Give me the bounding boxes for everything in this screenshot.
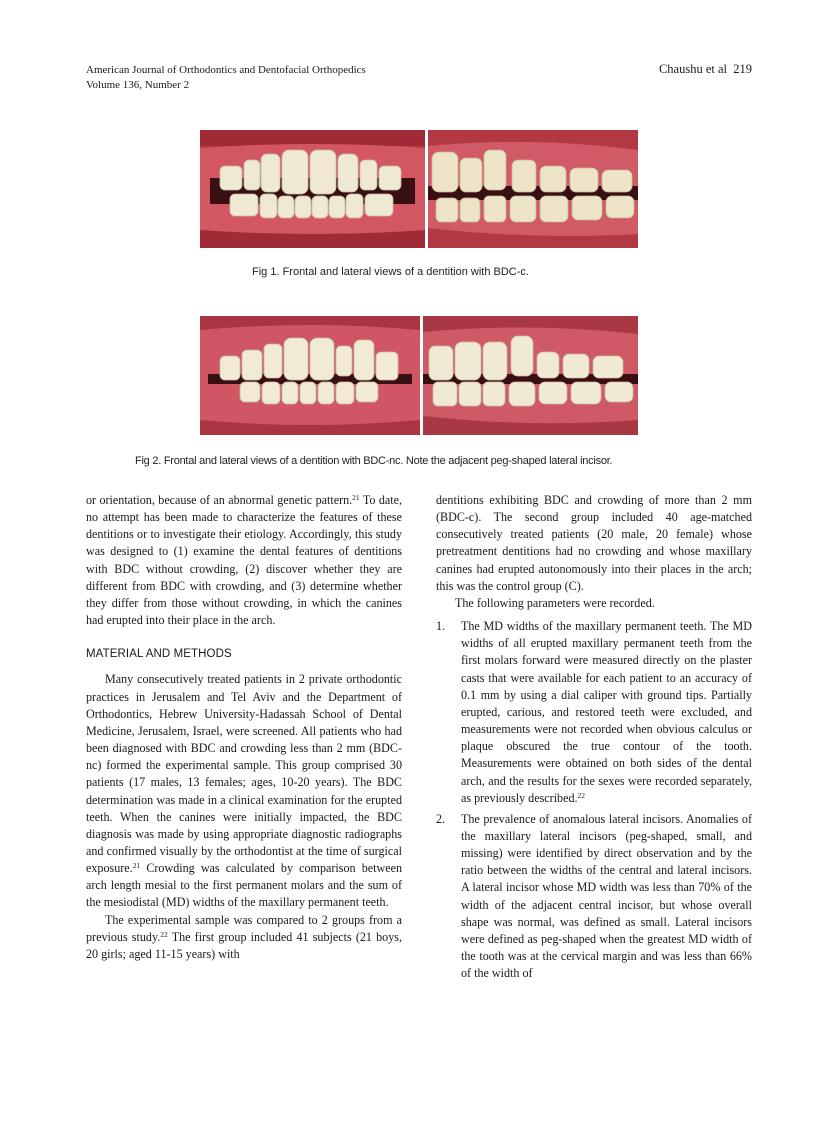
section-heading: MATERIAL AND METHODS [86, 648, 232, 661]
list-item-text: The prevalence of anomalous lateral incisors. Anomalies of the maxillary lateral incisors (peg-shaped, small, and missing) were identified by direct observation and by the ratio between the widths of the central and lateral incisors. A lateral incisor whose MD width was less than 70% of the width of the adjacent central incisor, but whose overall shape was normal, was defined as small. Lateral incisors were defined as peg-shaped when the greatest MD width of the tooth was at the cervical margin and was less than 66% of the width of [461, 811, 752, 981]
ref-22: 22 [577, 790, 586, 800]
journal-title: American Journal of Orthodontics and Dentofacial Orthopedics [86, 64, 366, 76]
left-paragraph-2: Many consecutively treated patients in 2 private orthodontic practices in Jerusalem and Tel Aviv and the Department of Orthodontics, Hebrew University-Hadassah School of Dental Medicine, Jerusalem, Israel, were screened. All patients who had been diagnosed with BDC and crowding less than 2 mm (BDC-nc) formed the experimental sample. This group comprised 30 patients (17 males, 13 females; ages, 10-20 years). The BDC determination was made in a clinical examination for the erupted teeth. When the canines were initially impacted, the BDC diagnosis was made by using appropriate diagnostic radiographs and confirmed visually by the orthodontist at the time of surgical exposure.$^{21}$ Crowding was calculated by comparison between arch length mesial to the first permanent molars and the sum of the mesiodistal (MD) widths of the maxillary permanent teeth. [86, 672, 402, 910]
fig2-frontal-photo [200, 316, 420, 435]
right-column [436, 492, 752, 982]
left-paragraph-3: The experimental sample was compared to 2 groups from a previous study.$^{22}$ The first group included 41 subjects (21 boys, 20 girls; aged 11-15 years) with [86, 912, 402, 961]
left-column [86, 492, 402, 963]
list-item [436, 811, 752, 983]
ref-22: 22 [160, 929, 168, 939]
right-paragraph-1: dentitions exhibiting BDC and crowding of more than 2 mm (BDC-c). The second group included 40 age-matched consecutively treated patients (20 male, 20 female) whose pretreatment dentitions had no crowding and whose maxillary canines had erupted autonomously into their places in the arch; this was the control group (C). [436, 493, 752, 593]
fig1-caption: Fig 1. Frontal and lateral views of a dentition with BDC-c. [252, 266, 529, 278]
running-header [86, 63, 366, 93]
journal-volume: Volume 136, Number 2 [86, 79, 190, 91]
list-item-text: The MD widths of the maxillary permanent teeth. The MD widths of all erupted maxillary permanent teeth from the first molars forward were measured directly on the plaster casts that were available for each patient to an accuracy of 0.1 mm by using a dial caliper with ground tips. Partially erupted, carious, and restored teeth were excluded, and measurements were not recorded when obvious calculus or plaque obscured the true contour of the tooth. Measurements were obtained on both sides of the dental arch, and the results for the sexes were recorded separately, as previously described. [461, 619, 752, 805]
page-number: 219 [733, 62, 752, 76]
ref-21: 21 [132, 861, 141, 871]
list-item [436, 618, 752, 807]
left-paragraph-1: or orientation, because of an abnormal genetic pattern.$^{21}$ To date, no attempt has been made to characterize the features of these dentitions or to investigate their etiology. Accordingly, this study was designed to (1) examine the dental features of dentitions with BDC without crowding, (2) discover whether they are different from BDC with crowding, and (3) determine whether they differ from those without crowding, in which the canines had erupted into their place in the arch. [86, 493, 402, 628]
fig1-frontal-photo [200, 130, 425, 248]
fig1-lateral-photo [428, 130, 638, 248]
right-paragraph-2: The following parameters were recorded. [455, 595, 655, 610]
header-author: Chaushu et al [658, 62, 727, 76]
fig2-caption: Fig 2. Frontal and lateral views of a dentition with BDC-nc. Note the adjacent peg-shaped lateral incisor. [135, 455, 613, 467]
list-item-number: 2. [436, 811, 446, 826]
header-author-page [600, 62, 752, 77]
list-item-number: 1. [436, 619, 446, 634]
fig2-lateral-photo [423, 316, 638, 435]
ref-21: 21 [352, 493, 360, 502]
